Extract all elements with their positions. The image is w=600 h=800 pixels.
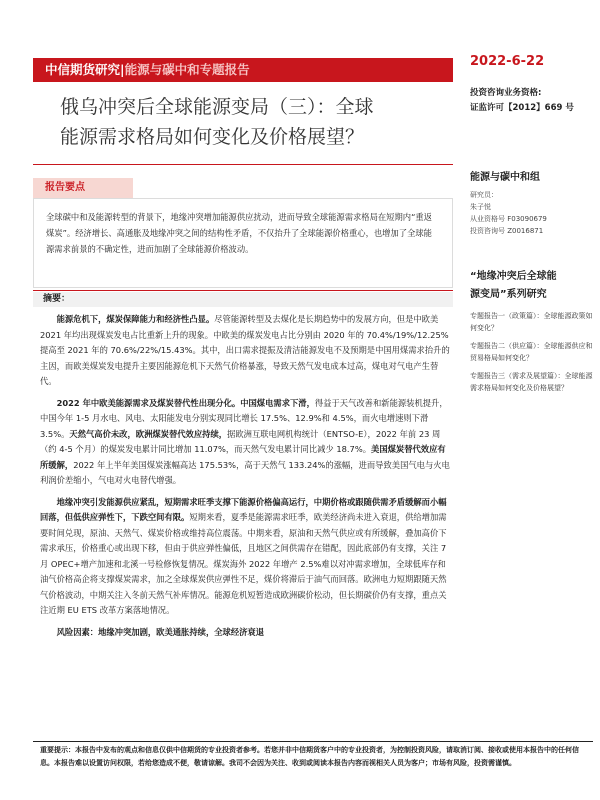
researcher-name: 朱子悦 xyxy=(470,203,491,211)
series-item-3[interactable]: 专题报告三（需求及展望篇）：全球能源需求格局如何变化及价格展望？ xyxy=(470,372,593,392)
paragraph-1-text: 尽管能源转型及去煤化是长期趋势中的发展方向，但是中欧美 2021 年均出现煤炭发电占比重新上升的现象。中欧美的煤炭发电占比分别由 2020 年的 70.4%/19%/12.25%提高至 2021 年的 70.6%/22%/15.43%。其中，出口需求提振及清洁能源发电不及预期是中国用煤需求抬升的主因，而欧美煤炭发电提升主要因能源危机下天然气价格暴涨，导致天然气发电成本过高，煤电对气电产生替代。 xyxy=(40,314,450,386)
title-divider xyxy=(33,164,453,165)
paragraph-2-lead2: 天然气高价未改，欧洲煤炭替代效应持续， xyxy=(69,428,228,439)
paragraph-3-lead: 地缘冲突引发能源供应紧乱，短期需求旺季支撑下能源价格偏高运行，中期价格或跟随供需矛盾缓解而小幅回落，但低供应弹性下，下跌空间有限。 xyxy=(40,496,447,522)
paragraph-3 xyxy=(40,495,453,619)
paragraph-1-lead: 能源危机下，煤炭保障能力和经济性凸显。 xyxy=(56,314,215,324)
series-item-1[interactable]: 专题报告一（政策篇）：全球能源政策如何变化？ xyxy=(470,312,593,332)
license-line2: 证监许可【2012】669 号 xyxy=(470,103,574,113)
sidebar-series xyxy=(470,268,595,400)
summary-divider xyxy=(33,290,453,291)
series-title-line2: 源变局”系列研究 xyxy=(470,289,547,300)
summary-text: 全球碳中和及能源转型的背景下，地缘冲突增加能源供应扰动，进而导致全球能源需求格局在短期内“重返煤炭”。经济增长、高通胀及地缘冲突之间的结构性矛盾，不仅抬升了全球能源价格重心，也增加了全球能源需求前景的不确定性，进而加剧了全球能源价格波动。 xyxy=(46,212,432,254)
paragraph-1 xyxy=(40,312,453,390)
group-title: 能源与碳中和组 xyxy=(470,172,540,183)
risk-factors: 风险因素：地缘冲突加剧，欧美通胀持续，全球经济衰退 xyxy=(56,626,265,637)
paragraph-2 xyxy=(40,396,453,489)
disclaimer: 重要提示：本报告中发布的观点和信息仅供中信期货的专业投资者参考。若您并非中信期货客户中的专业投资者，为控制投资风险，请取消订阅、接收或使用本报告中的任何信息。本报告难以设置访问权限，若给您造成不便，敬请谅解。我司不会因为关注、收到或阅读本报告内容而视相关人员为客户；市场有风险，投资需谨慎。 xyxy=(40,746,579,767)
license-line1: 投资咨询业务资格: xyxy=(470,88,542,98)
researcher-label: 研究员： xyxy=(470,191,498,199)
title-line2: 能源需求格局如何变化及价格展望？ xyxy=(60,126,365,148)
summary-box xyxy=(33,198,453,288)
report-date: 2022-6-22 xyxy=(470,54,545,69)
series-title-line1: “地缘冲突后全球能 xyxy=(470,271,557,282)
consult-number: 投资咨询号 Z0016871 xyxy=(470,227,544,235)
paragraph-2-text3: 2022 年上半年美国煤炭涨幅高达 175.53%，高于天然气 133.24%的涨幅，进而导致美国气电与火电利润价差缩小，气电对火电替代增强。 xyxy=(40,459,450,485)
paragraph-2-text2: 据欧洲互联电网机构统计（ENTSO-E），2022 年前 23 周（约 4-5 个月）的煤炭发电累计同比增加 11.07%，而天然气发电累计同比减少 18.7%。 xyxy=(40,428,441,454)
paragraph-2-lead3: 美国煤炭替代效应有所缓解， xyxy=(40,444,446,470)
qualification-number: 从业资格号 F03090679 xyxy=(470,215,547,223)
title-line1: 俄乌冲突后全球能源变局（三）：全球 xyxy=(60,96,374,118)
paragraph-2-text: 得益于天气改善和新能源装机提升，中国今年 1-5 月水电、风电、太阳能发电分别实现同比增长 17.5%、12.9%和 4.5%，而火电增速则下滑 3.5%。 xyxy=(40,397,448,439)
license-info xyxy=(470,86,574,116)
report-section: 能源与碳中和专题报告 xyxy=(124,62,250,77)
brand-name: 中信期货研究 xyxy=(45,62,121,77)
footer-divider xyxy=(33,741,593,742)
abstract-body xyxy=(40,312,453,646)
abstract-label: 摘要： xyxy=(33,292,453,307)
series-item-2[interactable]: 专题报告二（供应篇）：全球能源供应和贸易格局如何变化？ xyxy=(470,342,593,362)
paragraph-2-lead: 2022 年中欧美能源需求及煤炭替代性出现分化。中国煤电需求下滑， xyxy=(56,397,315,408)
paragraph-3-text: 短期来看，夏季是能源需求旺季，欧美经济尚未进入衰退，供给增加需要时间兑现，原油、天然气、煤炭价格或维持高位震荡。中期来看，原油和天然气供应或有所缓解，叠加高价下需求承压，价格重心或出现下移，但由于供应弹性偏低，且地区之间供需存在错配，因此底部仍有支撑，关注 7 月 OPEC+增产加速和北溪一号检修恢复情况。煤炭海外 2022 年增产 2.5%难以对冲需求增加，全球低库存和油气价格高企将支撑煤炭需求，加之全球煤炭供应弹性不足，煤价将滞后于油气而回落。欧洲电力短期跟随天然气价格波动，中期关注入冬前天然气补库情况。能源危机短暂造成欧洲碳价松动，但长期碳价仍有支撑，重点关注近期 EU ETS 改革方案落地情况。 xyxy=(40,512,447,615)
report-header-bar: 中信期货研究|能源与碳中和专题报告 xyxy=(33,58,453,82)
summary-tag: 报告要点 xyxy=(33,178,133,198)
sidebar-team xyxy=(470,168,595,237)
report-title xyxy=(60,92,450,152)
